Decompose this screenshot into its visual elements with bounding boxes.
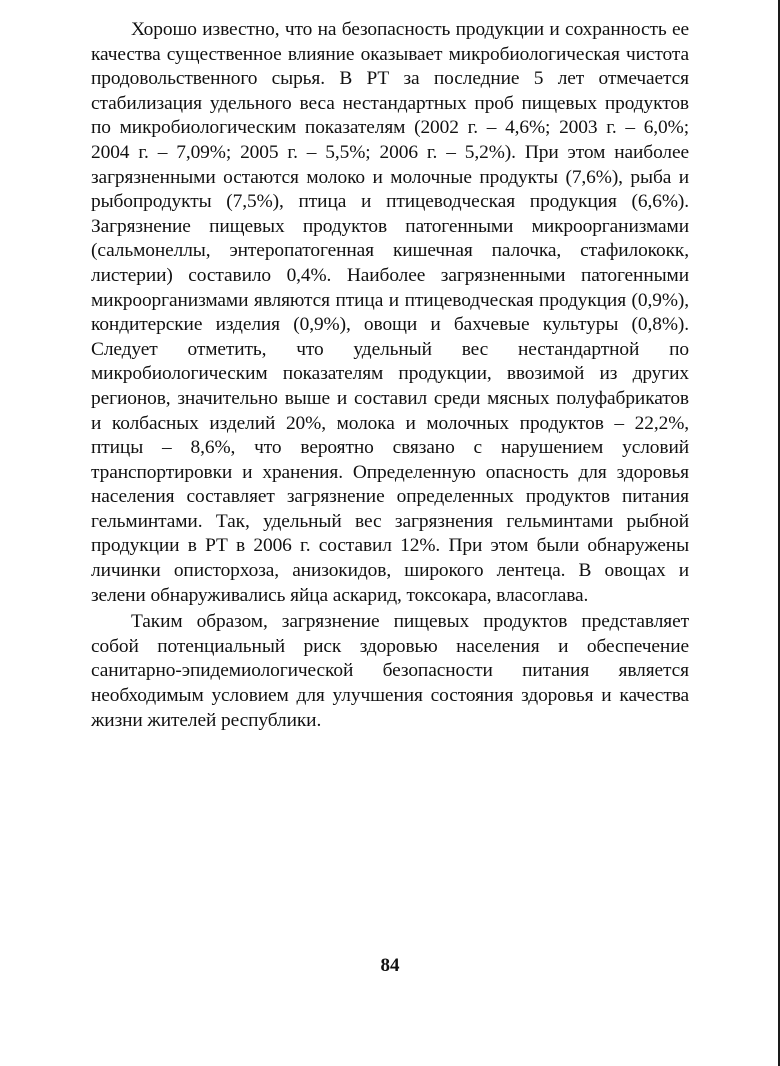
paragraph-food-contamination: Хорошо известно, что на безопасность продукции и сохранность ее качества существенное влияние оказывает микробиологическая чистота продовольственного сырья. В РТ за последние 5 лет отмечается стабилизация удельного веса нестандартных проб пищевых продуктов по микробиологическим показателям (2002 г. – 4,6%; 2003 г. – 6,0%; 2004 г. – 7,09%; 2005 г. – 5,5%; 2006 г. – 5,2%). При этом наиболее загрязненными остаются молоко и молочные продукты (7,6%), рыба и рыбопродукты (7,5%), птица и птицеводческая продукция (6,6%). Загрязнение пищевых продуктов патогенными микроорганизмами (сальмонеллы, энтеропатогенная кишечная палочка, стафилококк, листерии) составило 0,4%. Наиболее загрязненными патогенными микроорганизмами являются птица и птицеводческая продукция (0,9%), кондитерские изделия (0,9%), овощи и бахчевые культуры (0,8%). Следует отметить, что удельный вес нестандартной по микробиологическим показателям продукции, ввозимой из других регионов, значительно выше и составил среди мясных полуфабрикатов и колбасных изделий 20%, молока и молочных продуктов – 22,2%, птицы – 8,6%, что вероятно связано с нарушением условий транспортировки и хранения. Определенную опасность для здоровья населения составляет загрязнение определенных продуктов питания гельминтами. Так, удельный вес загрязнения гельминтами рыбной продукции в РТ в 2006 г. составил 12%. При этом были обнаружены личинки описторхоза, анизокидов, широкого лентеца. В овощах и зелени обнаруживались яйца аскарид, токсокара, власоглава.	[91, 19, 689, 606]
page-number: 84	[380, 955, 400, 976]
body-text	[91, 18, 689, 733]
paragraph-conclusion: Таким образом, загрязнение пищевых продуктов представляет собой потенциальный риск здоровью населения и обеспечение санитарно-эпидемиологической безопасности питания является необходимым условием для улучшения состояния здоровья и качества жизни жителей республики.	[91, 611, 689, 731]
